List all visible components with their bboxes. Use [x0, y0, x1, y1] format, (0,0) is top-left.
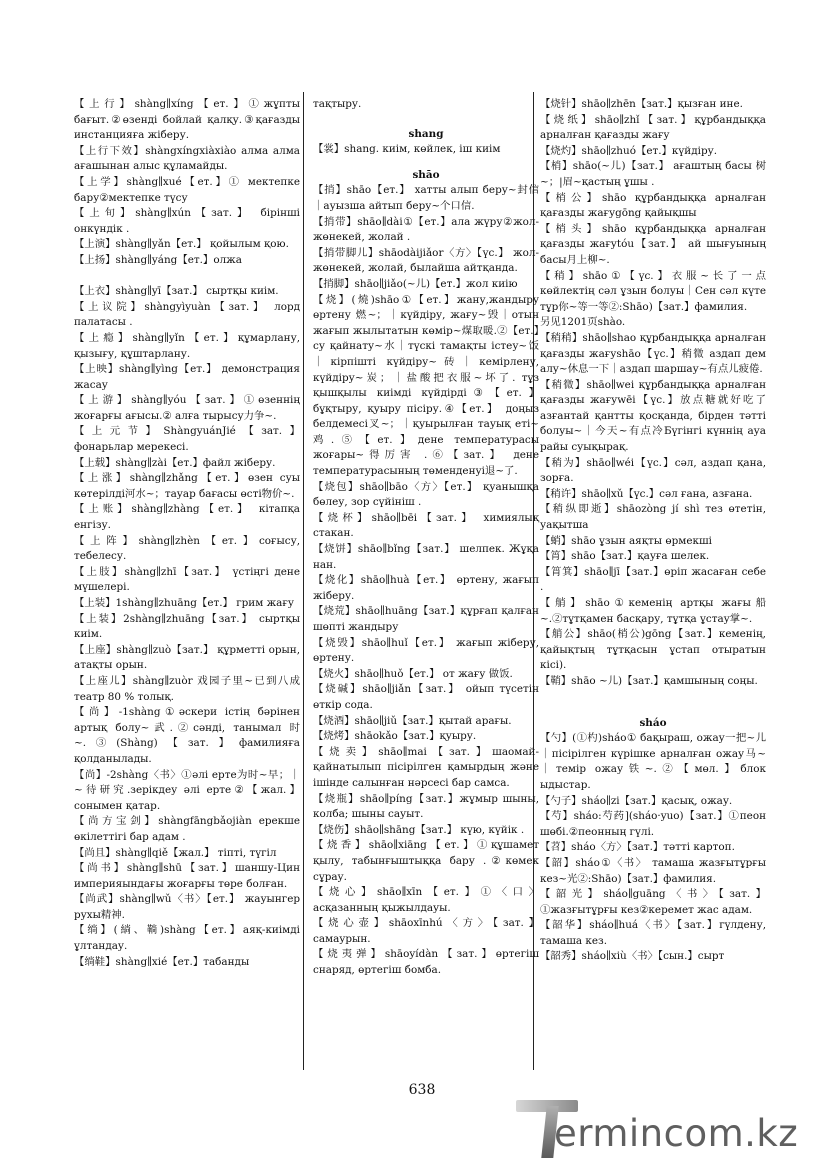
dictionary-entry: 【稍为】shāo∥wéi【үс.】сәл, аздап қана, зорға.	[540, 456, 766, 485]
dictionary-entry: 【韶光】sháo∥guāng〈书〉【зат.】①жазғытұрғы кез②керемет жас адам.	[540, 888, 766, 916]
dictionary-entry: 【上学】shàng∥xué【ет.】① мектепке бару②мектепке түсу	[74, 175, 300, 204]
dictionary-entry: 【上元节】ShàngyuánJié【зат.】 фонарьлар мерекесі.	[74, 425, 300, 454]
dictionary-entry: 【烧毁】shāo∥huǐ【ет.】 жағып жіберу, өртену.	[313, 636, 539, 665]
dictionary-entry: 【韶秀】sháo∥xiù〈书〉【сын.】сырт	[540, 950, 725, 963]
dictionary-entry: 【上瘾】shàng∥yǐn【ет.】құмарлану, қызығу, құштарлану.	[74, 331, 300, 360]
dictionary-entry: 【烧卖】shāo∥mai【зат.】шаомай-қайнатылып пісірілген қамырдың және ішінде салынған нәрсесі бар самса.	[313, 745, 539, 789]
cross-reference: 另见1201页shào.	[540, 316, 626, 329]
dictionary-column-left	[74, 97, 300, 970]
dictionary-entry: 【烧纸】shāo∥zhǐ【зат.】құрбандыққа арналған қағазды жағу	[540, 113, 766, 142]
dictionary-entry: 【烧碱】shāo∥jiǎn【зат.】 ойып түсетін өткір сода.	[313, 683, 539, 711]
section-heading-shao-rising: sháo	[639, 716, 667, 729]
dictionary-entry: 【梢头】shāo құрбандыққа арналған қағазды жағуtóu【зат.】 ай шығуының басы月上柳~.	[540, 222, 766, 266]
dictionary-entry: 【稍】shāo①【үс.】衣服~长了一点 көйлектің сәл ұзын болуы｜Сен сәл күте тұр你~等一等②:Shāo)【зат.】фамилия.	[540, 269, 766, 313]
dictionary-entry: 【尚】-1shàng①әскери істің бәрінен артық болу~武.②сәнді, танымал 时~.③(Shàng)【зат.】фамилияға қолданылады.	[74, 706, 300, 765]
dictionary-entry: 【上座】shàng∥zuò【зат.】 құрметті орын, атақты орын.	[74, 643, 300, 672]
dictionary-entry: 【上映】shàng∥yìng【ет.】 демонстрация жасау	[74, 363, 300, 391]
dictionary-entry: 【蛸】shāo ұзын аяқты өрмекші	[540, 534, 712, 547]
dictionary-entry: 【上旬】shàng∥xún【зат.】 бірінші онкүндік .	[74, 207, 300, 235]
logo-wordmark: ermincom.kz	[554, 1112, 799, 1155]
dictionary-entry: 【上行】shàng∥xíng【ет.】①жұпты бағыт.②өзенді бойлай қалқу.③қағазды инстанцияға жіберу.	[74, 98, 300, 142]
dictionary-column-right	[540, 97, 766, 965]
dictionary-entry: 【上涨】shàng∥zhǎng【ет.】өзен суы көтерілді河水~；тауар бағасы өсті物价~.	[74, 472, 300, 500]
dictionary-entry: 【捎】shāo【ет.】 хатты алып беру~封信｜ауызша айтып беру~个口信.	[313, 184, 539, 212]
dictionary-entry: 【筲】shāo【зат.】қауға шелек.	[540, 550, 710, 563]
dictionary-entry: 【烧瓶】shāo∥píng【зат.】жұмыр шыны, колба; шыны сауыт.	[313, 792, 539, 821]
dictionary-entry: 【韶】sháo①〈书〉 тамаша жазғытұрғы кез~光②:Shāo)【зат.】фамилия.	[540, 856, 766, 885]
dictionary-entry: 【烧烤】shāokǎo【зат.】қуыру.	[313, 730, 477, 743]
dictionary-entry: 【上演】shàng∥yǎn【ет.】 қойылым қою.	[74, 238, 289, 251]
dictionary-entry: 【上肢】shàng∥zhī【зат.】 үстіңгі дене мүшелері.	[74, 565, 300, 594]
dictionary-entry: 【尚且】shàng∥qiě【жал.】 тіпті, түгіл	[74, 846, 277, 859]
dictionary-entry: 【筲箕】shāo∥jī【зат.】өріп жасаған себе .	[540, 565, 766, 594]
section-heading-shang: shang	[408, 127, 444, 140]
dictionary-entry: 【艄公】shāo(梢公)gōng【зат.】кеменің, қайықтың тұтқасын ұстап отыратын кісі).	[540, 628, 766, 672]
dictionary-entry: 【捎脚】shāo∥jiǎo(~儿)【ет.】жол киiю	[313, 277, 518, 290]
dictionary-entry: 【勺子】sháo∥zi【зат.】қасық, ожау.	[540, 794, 733, 807]
dictionary-entry: 【烧香】shāo∥xiāng【ет.】①құшамет қылу, табынғыштыққа бару .②көмек сұрау.	[313, 839, 539, 883]
dictionary-entry: 【捎带脚儿】shāodàijiǎor〈方〉【үс.】 жол-жөнекей, жолай, былайша айтқанда.	[313, 246, 539, 275]
dictionary-entry: 【艄】shāo①кеменің артқы жағы船~.②тұтқамен басқару, тұтқа ұстау掌~.	[540, 597, 766, 625]
dictionary-entry: 【烧心壶】shāoxīnhú〈方〉【зат.】 самаурын.	[313, 917, 539, 945]
dictionary-entry: 【烧夷弹】shāoyídàn【зат.】өртегіш снаряд, өртегіш бомба.	[313, 948, 539, 977]
dictionary-entry: 【梢】shāo(~儿)【зат.】 ағаштың басы 树~；|眉~қастың ұшы .	[540, 160, 766, 188]
dictionary-entry: 【稍稍】shāo∥shao құрбандыққа арналған қағазды жағуshāo【үс.】稍微 аздап дем алу~休息一下｜аздап шаршау~有点儿疲倦.	[540, 331, 766, 376]
dictionary-entry: 【上装】2shàng∥zhuāng【зат.】 сыртқы киім.	[74, 612, 300, 641]
termincom-logo	[510, 1092, 810, 1162]
dictionary-entry: 【上衣】shàng∥yī【зат.】 сыртқы киім.	[74, 285, 279, 298]
dictionary-entry: 【上议院】shàngyìyuàn【зат.】 лорд палатасы .	[74, 300, 300, 329]
dictionary-entry: 【尚】-2shàng〈书〉①әлі ерте为时~早；｜~待研究.зерікдеу әлі ерте②【жал.】сонымен қатар.	[74, 768, 300, 812]
dictionary-entry: 【烧包】shāo∥bāo〈方〉【ет.】 қуанышқа бөлеу, зор сүйініш .	[313, 480, 539, 509]
dictionary-entry: 【稍纵即逝】shāozòng jí shì тез өтетін, уақытша	[540, 503, 766, 532]
dictionary-entry: 【烧伤】shāo∥shāng【зат.】 күю, күйік .	[313, 823, 525, 836]
column-divider-left	[303, 92, 304, 1070]
dictionary-entry: 【勺】(①杓)sháo① бақыраш, ожау一把~儿｜пісірілген күрішке арналған ожау马~｜темір ожау铁~.②【мөл.】блок ыдыстар.	[540, 732, 766, 791]
dictionary-entry: 【烧心】shāo∥xīn【ет.】①〈口〉асқазанның қыжылдауы.	[313, 886, 539, 914]
dictionary-entry: 【上账】shàng∥zhàng【ет.】 кітапқа енгізу.	[74, 503, 300, 532]
dictionary-entry: 【鞘】shāo ~儿)【зат.】қамшының соңы.	[540, 674, 758, 687]
dictionary-entry: 【绱鞋】shàng∥xié【ет.】табанды	[74, 955, 250, 968]
dictionary-entry: 【稍微】shāo∥wei құрбандыққа арналған қағазды жағуwēi【үс.】放点糖就好吃了 азғантай қантты қосқанда, бірден тәтті болуы~｜今天~有点冷Бүгінгі күннің ауа райы суықырақ.	[540, 378, 766, 454]
dictionary-entry: 【烧针】shāo∥zhēn【зат.】қызған ине.	[540, 98, 743, 110]
dictionary-column-middle	[313, 97, 539, 979]
dictionary-entry: 【捎带】shāo∥dài①【ет.】ала жүру②жол-жөнекей, жолай .	[313, 215, 539, 244]
section-heading-shao: shāo	[412, 168, 440, 181]
dictionary-entry: 【苕】sháo〈方〉【зат.】тәтті картоп.	[540, 841, 735, 854]
dictionary-entry: 【烧饼】shāo∥bǐng【зат.】 шелпек. Жұқа нан.	[313, 543, 539, 571]
dictionary-entry: 【烧荒】shāo∥huāng【зат.】құрғап қалған шөпті жандыру	[313, 605, 539, 633]
dictionary-entry: 【烧化】shāo∥huà【ет.】 өртену, жағып жіберу.	[313, 574, 539, 602]
dictionary-entry: 【尚书】shàng∥shū【зат.】шаншу-Цин империяындағы жоғарғы төре болған.	[74, 862, 300, 890]
dictionary-entry: 【烧杯】shāo∥bēi【зат.】 химиялық стакан.	[313, 511, 539, 540]
page-number: 638	[408, 1082, 436, 1098]
dictionary-entry: 【韶华】sháo∥huá〈书〉【зат.】гүлдену, тамаша кез.	[540, 919, 766, 947]
dictionary-entry: 【上扬】shàng∥yáng【ет.】олжа	[74, 253, 242, 266]
dictionary-entry: 【绱】(緔、鞝)shàng【ет.】аяқ-киімді ұлтандау.	[74, 924, 300, 953]
dictionary-entry: 【稍许】shāo∥xǔ【үс.】сәл ғана, азғана.	[540, 487, 753, 500]
dictionary-entry: 【上装】1shàng∥zhuāng【ет.】 грим жағу	[74, 597, 294, 609]
dictionary-entry: 【烧灼】shāo∥zhuó【ет.】күйдіру.	[540, 144, 718, 157]
dictionary-entry: 【裳】shang. киім, көйлек, іш киім	[313, 143, 501, 156]
dictionary-entry: 【上阵】shàng∥zhèn【ет.】соғысу, тебелесу.	[74, 534, 300, 563]
dictionary-entry: 【上行下效】shàngxíngxiàxiào алма алма ағашынан алыс құламайды.	[74, 144, 300, 173]
dictionary-entry: 【上游】shàng∥yóu【зат.】①өзеннің жоғарғы ағысы.② алға тырысу力争~.	[74, 394, 300, 422]
dictionary-entry: 【尚方宝剑】shàngfāngbǎojiàn ерекше өкілеттігі бар адам .	[74, 815, 300, 843]
dictionary-entry: 【上载】shàng∥zài【ет.】файл жіберу.	[74, 456, 276, 469]
dictionary-entry: 【烧火】shāo∥huǒ【ет.】 от жағу 做饭.	[313, 667, 513, 680]
dictionary-entry: тақтыру.	[313, 98, 362, 110]
dictionary-entry: 【尚武】shàng∥wǔ〈书〉【ет.】 жауынгер рухы精神.	[74, 893, 300, 921]
dictionary-entry: 【芍】sháo:芍药](sháo·yuo)【зат.】①пеон шөбі.②пеонның гүлі.	[540, 810, 766, 838]
dictionary-entry: 【烧】(燒)shāo①【ет.】жану,жандыру өртену 燃~；｜күйдіру, жағу~毁｜отын жағып жылытатын көмір~煤取暖.②【ет.】су қайнату~水｜түскі тамақты істеу~饭｜кірпішті күйдіру~砖｜кемірлену, күйдіру~炭；｜盐酸把衣服~坏了. тұз қышқылы киімді күйдірді③【ет.】 бұқтыру, қуыру пісіру.④【ет.】 доңыз белдемесі叉~；｜қуырылған тауық еті~鸡.⑤【ет.】дене температурасы жоғары~得厉害 .⑥【зат.】 дене температурасының төменденуі退~了.	[313, 293, 539, 478]
dictionary-entry: 【梢公】shāo құрбандыққа арналған қағазды жағуgōng қайықшы	[540, 191, 766, 220]
dictionary-entry: 【烧酒】shāo∥jiǔ【зат.】қытай арағы.	[313, 714, 512, 727]
dictionary-entry: 【上座儿】shàng∥zuòr 戏园子里~已到八成 театр 80 % толық.	[74, 674, 300, 703]
